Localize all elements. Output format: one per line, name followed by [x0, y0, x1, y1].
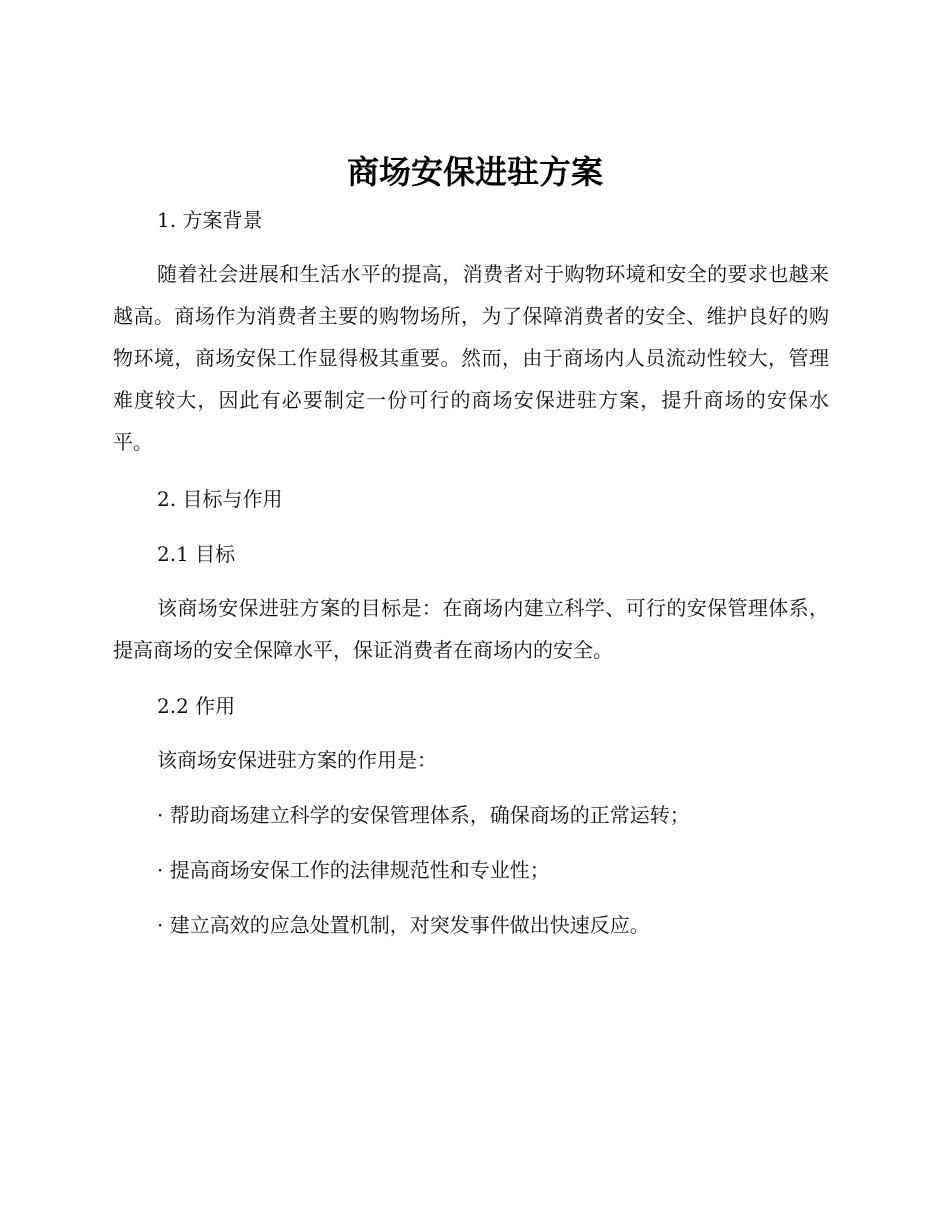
- role-intro: 该商场安保进驻方案的作用是：: [157, 748, 437, 772]
- goal-paragraph: 该商场安保进驻方案的目标是：在商场内建立科学、可行的安保管理体系，提高商场的安全保障水平，保证消费者在商场内的安全。: [113, 596, 829, 662]
- subsection-heading-goal: 2.1 目标: [157, 542, 236, 566]
- background-paragraph: 随着社会进展和生活水平的提高，消费者对于购物环境和安全的要求也越来越高。商场作为消费者主要的购物场所，为了保障消费者的安全、维护良好的购物环境，商场安保工作显得极其重要。然而，由于商场内人员流动性较大，管理难度较大，因此有必要制定一份可行的商场安保进驻方案，提升商场的安保水平。: [113, 262, 829, 454]
- role-bullet-item: · 帮助商场建立科学的安保管理体系，确保商场的正常运转；: [157, 803, 690, 827]
- section-heading-goals-and-roles: 2. 目标与作用: [157, 487, 283, 511]
- subsection-heading-role: 2.2 作用: [157, 694, 236, 718]
- role-bullet-item: · 提高商场安保工作的法律规范性和专业性；: [157, 858, 550, 882]
- section-heading-background: 1. 方案背景: [157, 208, 263, 232]
- document-title: 商场安保进驻方案: [346, 153, 603, 191]
- role-bullet-item: · 建立高效的应急处置机制，对突发事件做出快速反应。: [157, 913, 650, 937]
